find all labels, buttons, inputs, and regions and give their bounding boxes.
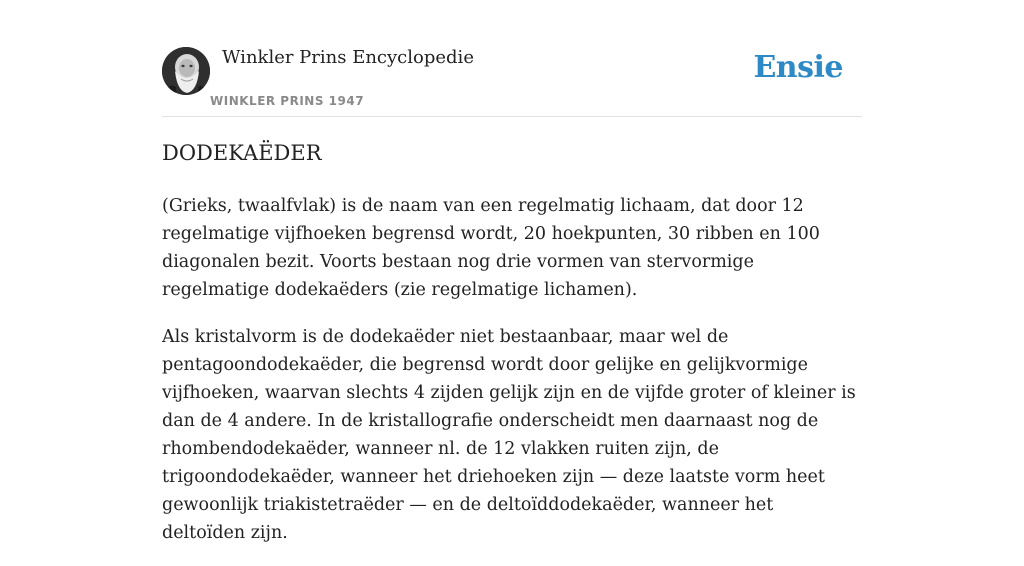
header [162,44,862,117]
brand-logo[interactable]: Ensie [753,50,843,85]
page [162,0,862,543]
author-avatar[interactable] [162,47,210,95]
source-subtitle[interactable]: WINKLER PRINS 1947 [210,94,365,108]
article-paragraph: Als kristalvorm is de dodekaëder niet bestaanbaar, maar wel de pentagoondodekaëder, die begrensd wordt door gelijke en gelijkvormige vijfhoeken, waarvan slechts 4 zijden gelijk zijn en de vijfde groter of kleiner is dan de 4 andere. In de kristallografie onderscheidt men daarnaast nog de rhombendodekaëder, wanneer nl. de 12 vlakken ruiten zijn, de trigoondodekaëder, wanneer het driehoeken zijn — deze laatste vorm heet gewoonlijk triakistetraëder — en de deltoïddodekaëder, wanneer het deltoïden zijn. [162,327,856,543]
article-body [162,192,862,566]
site-title[interactable]: Winkler Prins Encyclopedie [222,47,474,68]
bearded-man-portrait-icon [162,47,210,95]
article-paragraph: (Grieks, twaalfvlak) is de naam van een regelmatig lichaam, dat door 12 regelmatige vijfhoeken begrensd wordt, 20 hoekpunten, 30 ribben en 100 diagonalen bezit. Voorts bestaan nog drie vormen van stervormige regelmatige dodekaëders (zie regelmatige lichamen). [162,196,820,300]
article-title: DODEKAËDER [162,141,322,165]
